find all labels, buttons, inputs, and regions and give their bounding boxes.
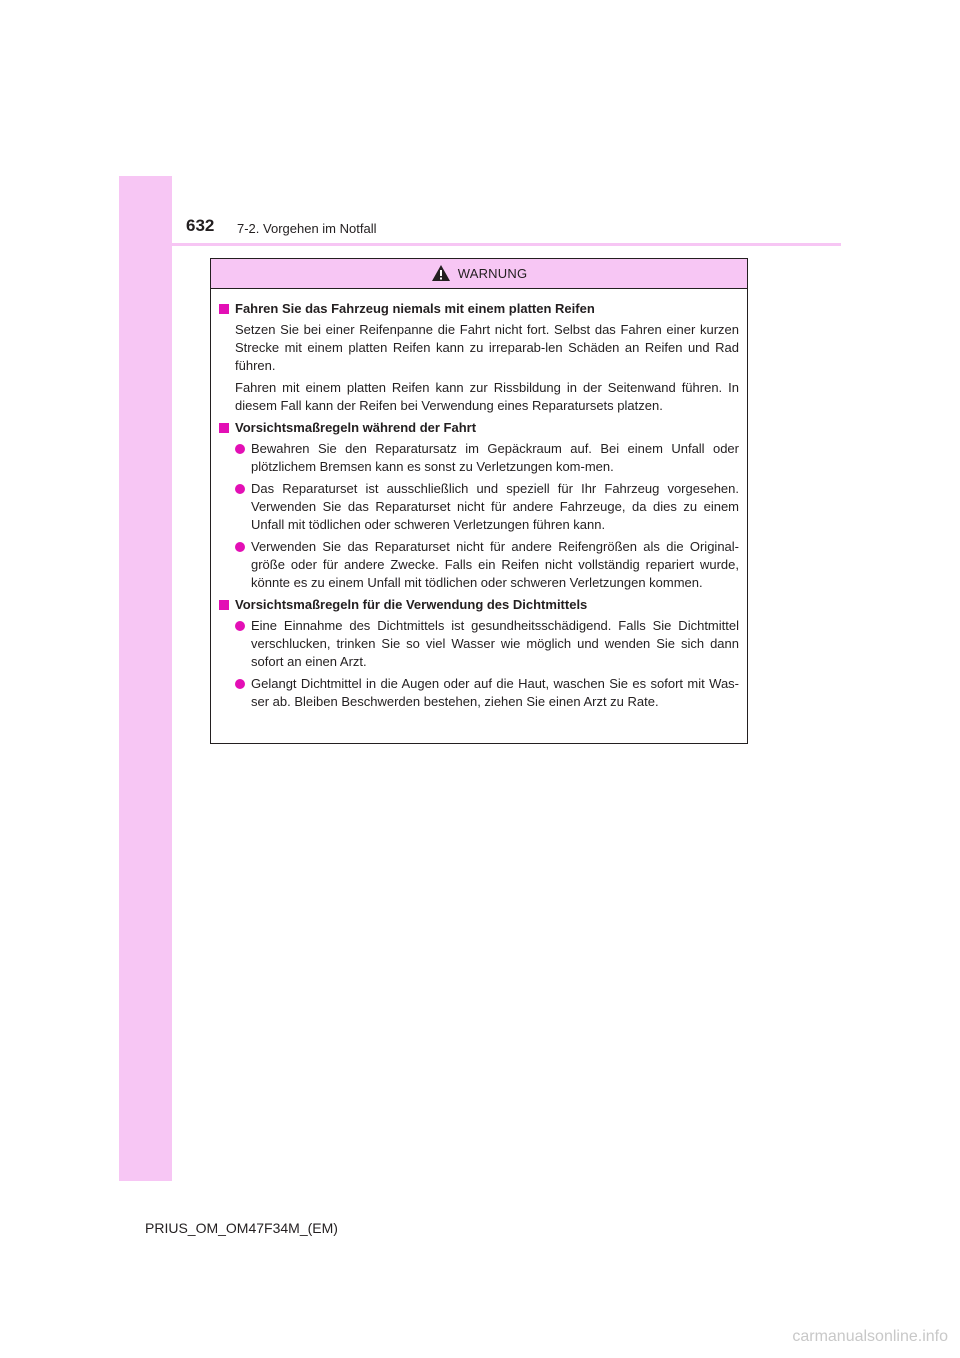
watermark: carmanualsonline.info [792,1328,948,1345]
section-heading-text: Vorsichtsmaßregeln während der Fahrt [235,420,477,435]
circle-bullet-icon [235,444,245,454]
list-item-text: Verwenden Sie das Reparaturset nicht für andere Reifengrößen als die Original-größe oder für andere Zwecke. Falls ein Reifen nicht vollständig repariert wurde, könnte es zu einem Unfall mit tödlichen oder schweren Verletzungen kommen. [251,539,739,590]
section-heading [219,596,739,614]
warning-header [211,259,747,289]
warning-title: WARNUNG [457,266,528,281]
list-item-text: Das Reparaturset ist ausschließlich und speziell für Ihr Fahrzeug vorgesehen. Verwenden Sie das Reparaturset nicht für andere Fahrzeuge, da dies zu einem Unfall mit tödlichen oder schweren Verletzungen führen kann. [251,481,739,532]
circle-bullet-icon [235,542,245,552]
footer-model-code: PRIUS_OM_OM47F34M_(EM) [145,1220,338,1236]
paragraph: Setzen Sie bei einer Reifenpanne die Fahrt nicht fort. Selbst das Fahren einer kurzen Strecke mit einem platten Reifen kann zu irreparab-len Schäden an Reifen und Rad führen. [235,322,739,373]
page-number: 632 [186,216,215,235]
list-item [219,538,739,592]
square-bullet-icon [219,423,229,433]
section-heading [219,419,739,437]
section-heading-text: Fahren Sie das Fahrzeug niemals mit einem platten Reifen [235,301,595,316]
list-item [219,480,739,534]
section-heading [219,300,739,318]
list-item-text: Bewahren Sie den Reparatursatz im Gepäckraum auf. Bei einem Unfall oder plötzlichem Bremsen kann es sonst zu Verletzungen kom-men. [251,441,739,474]
section-title: 7-2. Vorgehen im Notfall [237,221,377,236]
section-heading-text: Vorsichtsmaßregeln für die Verwendung des Dichtmittels [235,597,588,612]
circle-bullet-icon [235,484,245,494]
paragraph: Fahren mit einem platten Reifen kann zur Rissbildung in der Seitenwand führen. In diesem Fall kann der Reifen bei Verwendung eines Reparatursets platzen. [235,380,739,413]
list-item [219,617,739,671]
circle-bullet-icon [235,621,245,631]
square-bullet-icon [219,600,229,610]
circle-bullet-icon [235,679,245,689]
list-item [219,440,739,476]
warning-content [211,289,747,711]
square-bullet-icon [219,304,229,314]
list-item [219,675,739,711]
warning-box [210,258,748,744]
header-rule [119,243,841,246]
side-color-band [119,176,172,1181]
list-item-text: Gelangt Dichtmittel in die Augen oder auf die Haut, waschen Sie es sofort mit Was-ser ab. Bleiben Beschwerden bestehen, ziehen Sie einen Arzt zu Rate. [251,676,739,709]
warning-triangle-icon [431,264,451,282]
list-item-text: Eine Einnahme des Dichtmittels ist gesundheitsschädigend. Falls Sie Dichtmittel verschlucken, trinken Sie so viel Wasser wie möglich und wenden Sie sich dann sofort an einen Arzt. [251,618,739,669]
